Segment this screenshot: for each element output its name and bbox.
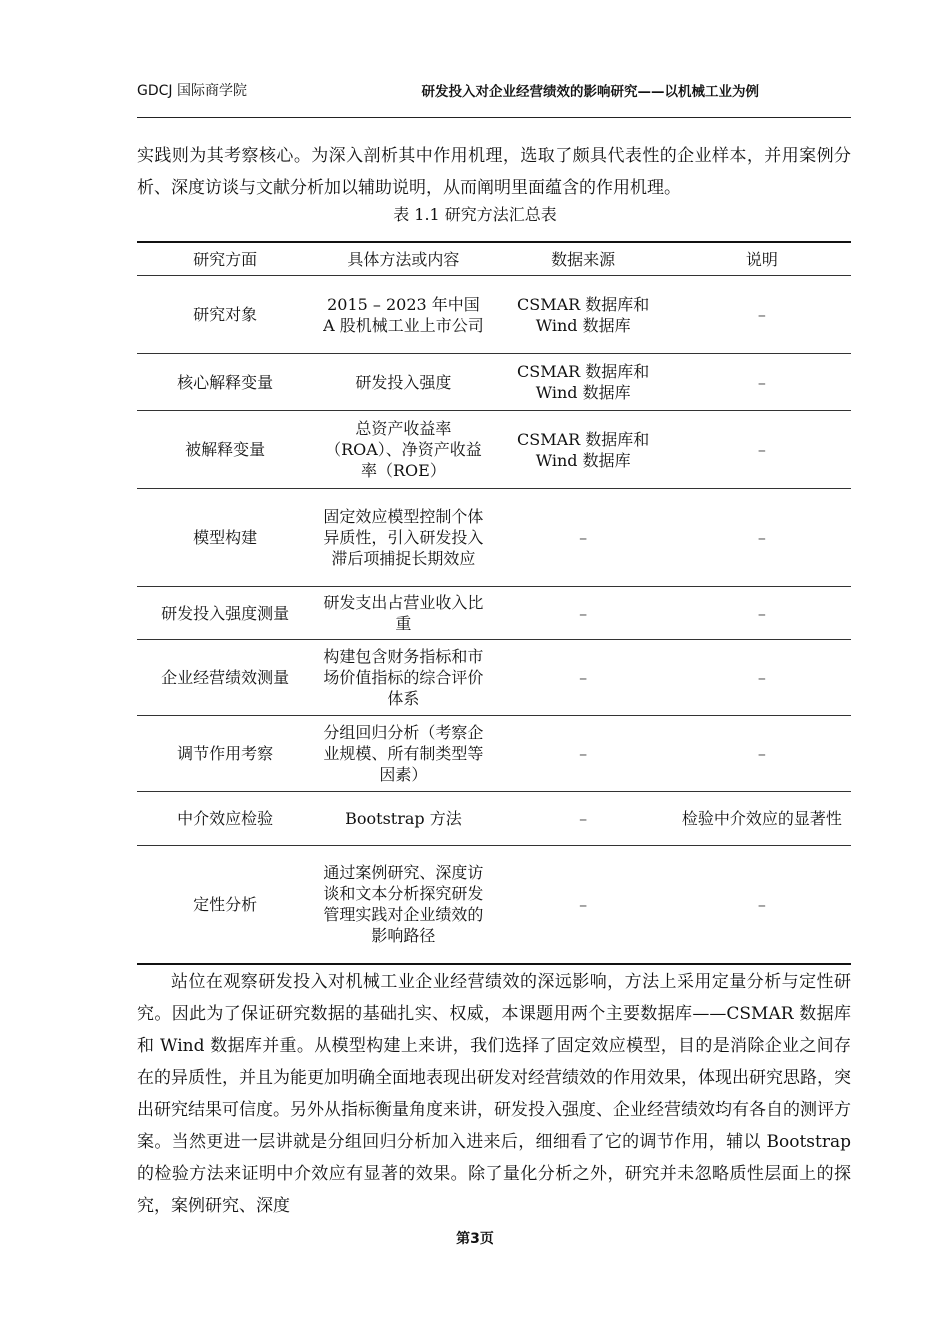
table-caption: 表 1.1 研究方法汇总表 <box>393 205 557 224</box>
cell-aspect: 企业经营绩效测量 <box>137 640 313 716</box>
body-paragraph: 站位在观察研发投入对机械工业企业经营绩效的深远影响，方法上采用定量分析与定性研究。因此为了保证研究数据的基础扎实、权威，本课题用两个主要数据库——CSMAR 数据库和 Wind 数据库并重。从模型构建上来讲，我们选择了固定效应模型，目的是消除企业之间存在的异质性，并且为能更加明确全面地表现出研发对经营绩效的作用效果，体现出研究思路，突出研究结果可信度。另外从指标衡量角度来讲，研发投入强度、企业经营绩效均有各自的测评方案。当然更进一层讲就是分组回归分析加入进来后，细细看了它的调节作用，辅以 Bootstrap 的检验方法来证明中介效应有显著的效果。除了量化分析之外，研究并未忽略质性层面上的探究，案例研究、深度 <box>137 972 851 1216</box>
cell-source: CSMAR 数据库和 Wind 数据库 <box>494 411 673 489</box>
header-thesis-title: 研发投入对企业经营绩效的影响研究——以机械工业为例 <box>421 84 759 100</box>
table-row <box>137 276 851 354</box>
cell-method: 研发支出占营业收入比重 <box>313 587 493 640</box>
cell-aspect: 被解释变量 <box>137 411 313 489</box>
table-row <box>137 640 851 716</box>
table-row <box>137 716 851 792</box>
intro-paragraph: 实践则为其考察核心。为深入剖析其中作用机理，选取了颇具代表性的企业样本，并用案例分析、深度访谈与文献分析加以辅助说明，从而阐明里面蕴含的作用机理。 <box>137 146 851 198</box>
cell-note: – <box>673 411 851 489</box>
cell-source: – <box>494 640 673 716</box>
table-row <box>137 411 851 489</box>
cell-source: – <box>494 587 673 640</box>
table-header-row <box>137 242 851 276</box>
cell-note: – <box>673 716 851 792</box>
page-header <box>137 74 851 104</box>
cell-note: – <box>673 489 851 587</box>
table-row <box>137 354 851 411</box>
cell-note: – <box>673 587 851 640</box>
cell-note: – <box>673 846 851 964</box>
header-divider <box>137 117 851 118</box>
cell-source: CSMAR 数据库和 Wind 数据库 <box>494 354 673 411</box>
cell-note: – <box>673 354 851 411</box>
table-row <box>137 846 851 964</box>
column-header-note: 说明 <box>673 242 851 276</box>
cell-aspect: 定性分析 <box>137 846 313 964</box>
cell-note: – <box>673 640 851 716</box>
cell-method: 固定效应模型控制个体异质性，引入研发投入滞后项捕捉长期效应 <box>313 489 493 587</box>
column-header-source: 数据来源 <box>494 242 673 276</box>
cell-source: – <box>494 716 673 792</box>
cell-source: – <box>494 792 673 846</box>
cell-method: 2015 – 2023 年中国 A 股机械工业上市公司 <box>313 276 493 354</box>
cell-aspect: 模型构建 <box>137 489 313 587</box>
column-header-aspect: 研究方面 <box>137 242 313 276</box>
cell-method: 研发投入强度 <box>313 354 493 411</box>
cell-method: 总资产收益率（ROA）、净资产收益率（ROE） <box>313 411 493 489</box>
cell-aspect: 研究对象 <box>137 276 313 354</box>
page-number: 第3页 <box>456 1231 494 1247</box>
cell-aspect: 中介效应检验 <box>137 792 313 846</box>
cell-source: – <box>494 489 673 587</box>
cell-method: 构建包含财务指标和市场价值指标的综合评价体系 <box>313 640 493 716</box>
cell-aspect: 研发投入强度测量 <box>137 587 313 640</box>
cell-note: 检验中介效应的显著性 <box>673 792 851 846</box>
cell-aspect: 核心解释变量 <box>137 354 313 411</box>
cell-method: 通过案例研究、深度访谈和文本分析探究研发管理实践对企业绩效的影响路径 <box>313 846 493 964</box>
cell-source: CSMAR 数据库和 Wind 数据库 <box>494 276 673 354</box>
column-header-method: 具体方法或内容 <box>313 242 493 276</box>
cell-note: – <box>673 276 851 354</box>
header-institution: GDCJ 国际商学院 <box>137 83 247 99</box>
table-row <box>137 489 851 587</box>
methods-table <box>137 241 851 965</box>
cell-aspect: 调节作用考察 <box>137 716 313 792</box>
table-row <box>137 587 851 640</box>
table-row <box>137 792 851 846</box>
cell-source: – <box>494 846 673 964</box>
cell-method: Bootstrap 方法 <box>313 792 493 846</box>
cell-method: 分组回归分析（考察企业规模、所有制类型等因素） <box>313 716 493 792</box>
